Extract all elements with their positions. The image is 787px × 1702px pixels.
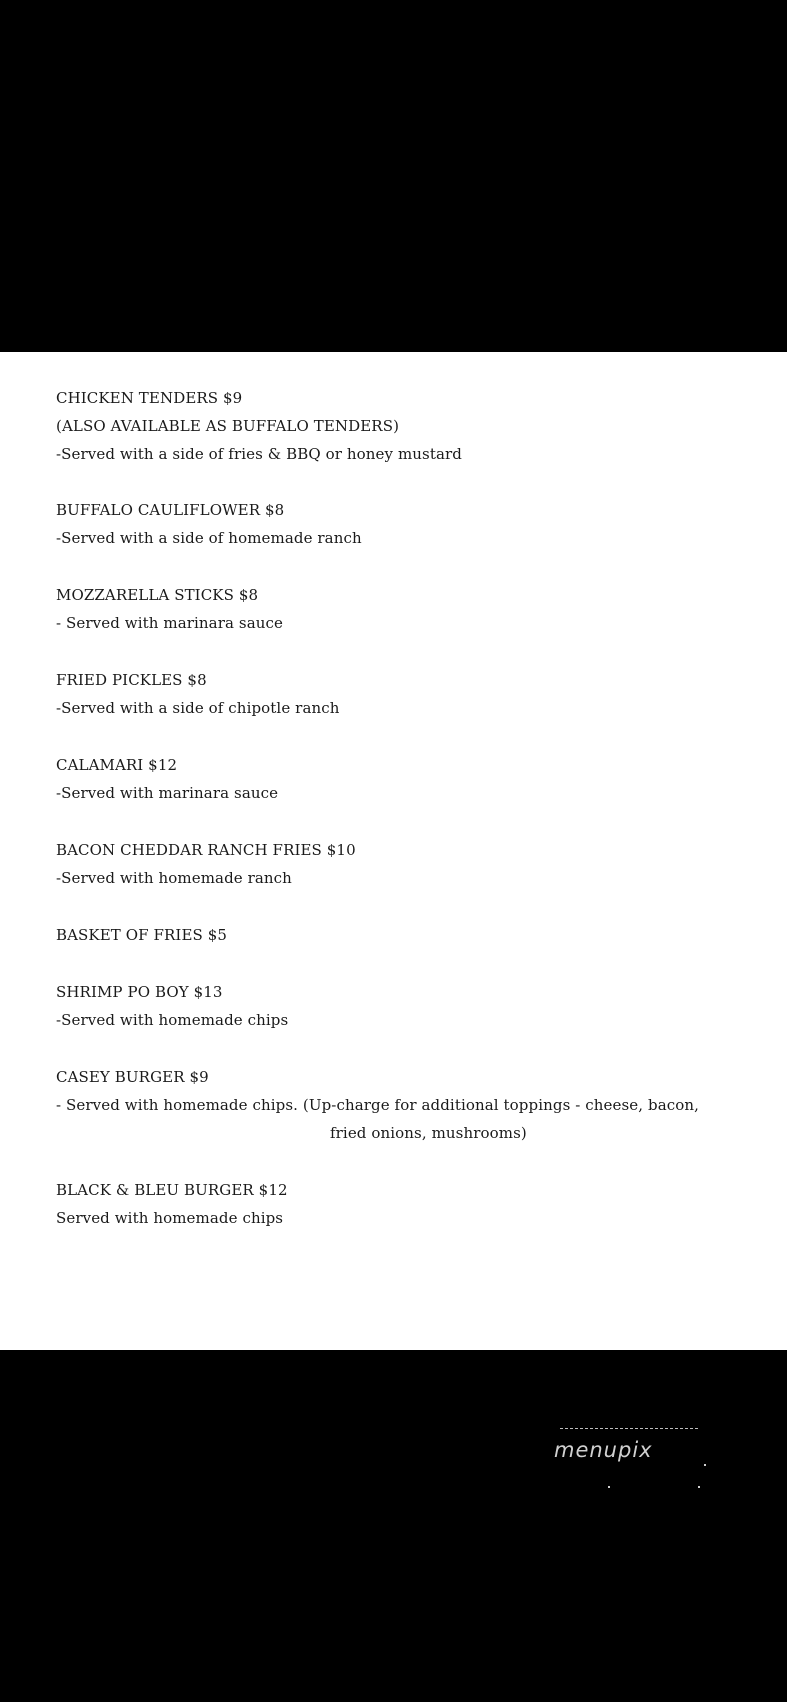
watermark-dot <box>698 1486 700 1488</box>
menu-item-mozzarella-sticks <box>56 581 746 637</box>
watermark-dot <box>608 1486 610 1488</box>
watermark-dashed-line <box>560 1428 698 1429</box>
menu-item-title: CASEY BURGER $9 <box>56 1068 209 1086</box>
menu-item-description-continued: fried onions, mushrooms) <box>330 1124 527 1142</box>
bottom-black-band <box>0 1350 787 1702</box>
watermark-text: menupix <box>554 1438 653 1462</box>
menu-item-note: (ALSO AVAILABLE AS BUFFALO TENDERS) <box>56 417 400 435</box>
menu-item-title: BASKET OF FRIES $5 <box>56 926 228 944</box>
menu-item-description: -Served with homemade chips <box>56 1011 289 1029</box>
menu-item-title: FRIED PICKLES $8 <box>56 671 207 689</box>
menu-item-casey-burger <box>56 1063 746 1147</box>
menu-item-description: Served with homemade chips <box>56 1209 284 1227</box>
menu-item-description: - Served with marinara sauce <box>56 614 283 632</box>
menu-item-description: - Served with homemade chips. (Up-charge for additional toppings - cheese, bacon, <box>56 1096 700 1114</box>
menu-item-shrimp-po-boy <box>56 978 746 1034</box>
menu-item-title: MOZZARELLA STICKS $8 <box>56 586 259 604</box>
menu-item-title: BLACK & BLEU BURGER $12 <box>56 1181 288 1199</box>
menu-item-buffalo-cauliflower <box>56 496 746 552</box>
menu-item-description: -Served with marinara sauce <box>56 784 279 802</box>
menu-item-title: BUFFALO CAULIFLOWER $8 <box>56 501 285 519</box>
menu-item-calamari <box>56 751 746 807</box>
menu-page <box>0 352 787 1350</box>
menu-item-fried-pickles <box>56 666 746 722</box>
menu-item-basket-of-fries <box>56 921 746 949</box>
menu-item-description: -Served with homemade ranch <box>56 869 292 887</box>
menu-item-title: CHICKEN TENDERS $9 <box>56 389 243 407</box>
watermark-dot <box>704 1464 706 1466</box>
menu-item-title: SHRIMP PO BOY $13 <box>56 983 223 1001</box>
menu-item-description: -Served with a side of fries & BBQ or honey mustard <box>56 445 462 463</box>
menu-item-title: CALAMARI $12 <box>56 756 178 774</box>
menu-item-chicken-tenders <box>56 384 746 468</box>
menu-item-description: -Served with a side of homemade ranch <box>56 529 362 547</box>
top-black-band <box>0 0 787 352</box>
menupix-watermark <box>548 1428 708 1488</box>
menu-item-title: BACON CHEDDAR RANCH FRIES $10 <box>56 841 356 859</box>
menu-item-description: -Served with a side of chipotle ranch <box>56 699 340 717</box>
menu-item-black-bleu-burger <box>56 1176 746 1232</box>
menu-item-bacon-cheddar-ranch-fries <box>56 836 746 892</box>
